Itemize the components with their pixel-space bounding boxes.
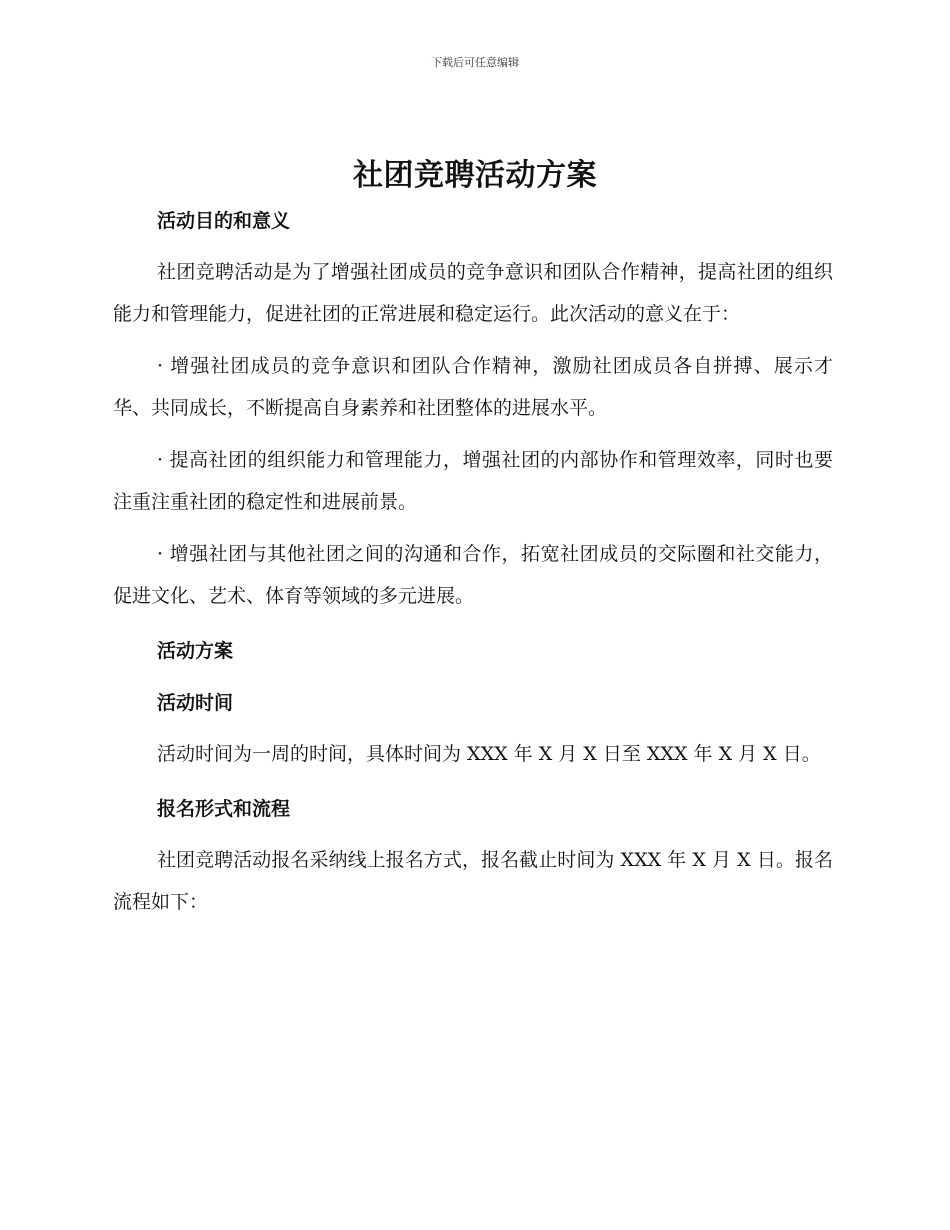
bullet-item-2: · 提高社团的组织能力和管理能力，增强社团的内部协作和管理效率，同时也要注重注重社团的稳定性和进展前景。 xyxy=(113,449,833,513)
paragraph-time: 活动时间为一周的时间，具体时间为 XXX 年 X 月 X 日至 XXX 年 X 月 X 日。 xyxy=(157,743,821,765)
spacer xyxy=(113,429,833,439)
section-heading-purpose: 活动目的和意义 xyxy=(157,210,291,232)
spacer xyxy=(113,721,833,733)
section-heading-plan: 活动方案 xyxy=(157,640,234,662)
bullet-item-1: · 增强社团成员的竞争意识和团队合作精神，激励社团成员各自拼搏、展示才华、共同成长，不断提高自身素养和社团整体的进展水平。 xyxy=(113,355,833,419)
spacer xyxy=(113,827,833,839)
page-header: 下载后可任意编辑 xyxy=(431,56,519,69)
section-heading-time: 活动时间 xyxy=(157,692,234,714)
spacer xyxy=(113,239,833,251)
document-title: 社团竞聘活动方案 xyxy=(353,158,597,193)
spacer xyxy=(113,617,833,633)
section-heading-signup: 报名形式和流程 xyxy=(157,798,291,820)
spacer xyxy=(113,523,833,533)
document-body xyxy=(113,203,833,923)
bullet-item-3: · 增强社团与其他社团之间的沟通和合作，拓宽社团成员的交际圈和社交能力，促进文化、艺术、体育等领域的多元进展。 xyxy=(113,543,833,607)
spacer xyxy=(113,669,833,685)
spacer xyxy=(113,775,833,791)
spacer xyxy=(113,335,833,345)
paragraph-signup: 社团竞聘活动报名采纳线上报名方式，报名截止时间为 XXX 年 X 月 X 日。报名流程如下： xyxy=(113,849,833,913)
paragraph-purpose: 社团竞聘活动是为了增强社团成员的竞争意识和团队合作精神，提高社团的组织能力和管理能力，促进社团的正常进展和稳定运行。此次活动的意义在于： xyxy=(113,261,833,325)
